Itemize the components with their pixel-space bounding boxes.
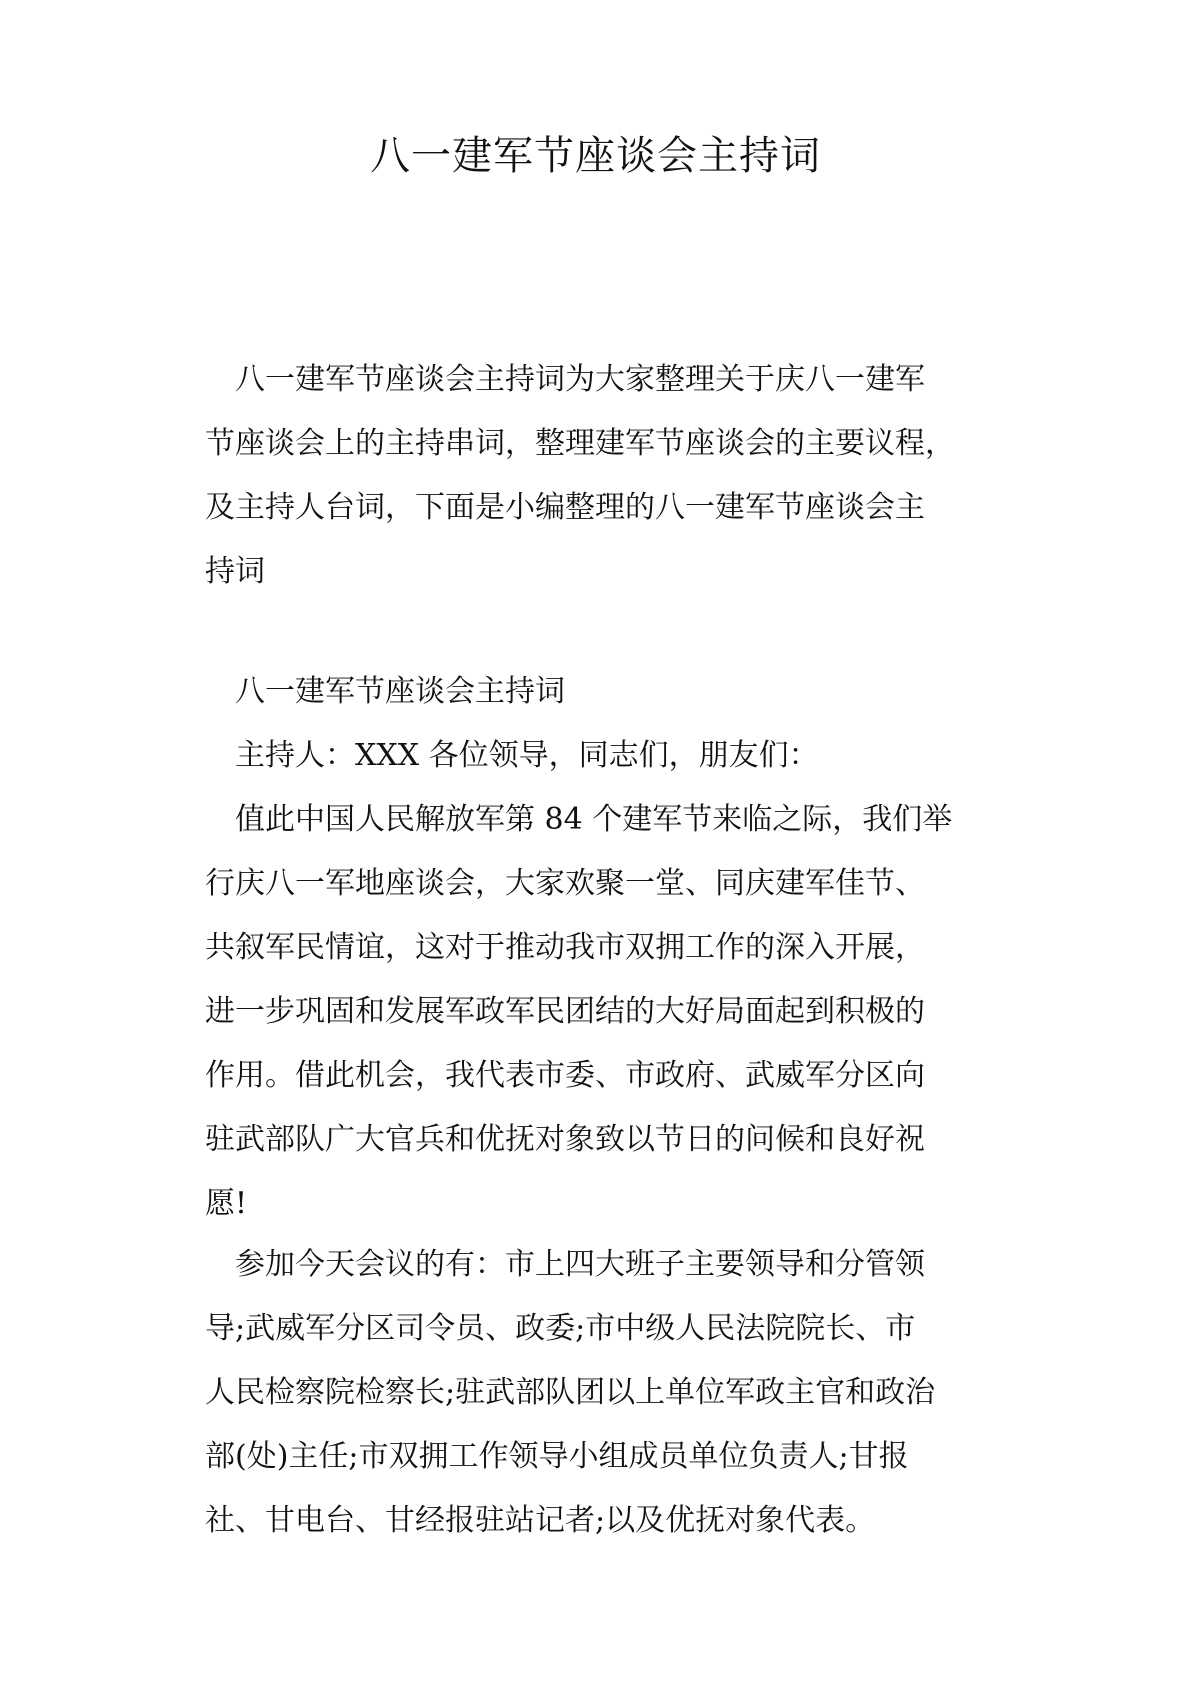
main-line: 驻武部队广大官兵和优抚对象致以节日的问候和良好祝 bbox=[205, 1122, 925, 1157]
main-line: 共叙军民情谊，这对于推动我市双拥工作的深入开展， bbox=[205, 930, 925, 965]
host-line: 主持人：XXX 各位领导，同志们，朋友们： bbox=[235, 738, 819, 773]
attendees-line: 部(处)主任;市双拥工作领导小组成员单位负责人;甘报 bbox=[205, 1439, 909, 1474]
main-line: 进一步巩固和发展军政军民团结的大好局面起到积极的 bbox=[205, 994, 925, 1029]
main-line: 行庆八一军地座谈会，大家欢聚一堂、同庆建军佳节、 bbox=[205, 866, 925, 901]
intro-line: 及主持人台词，下面是小编整理的八一建军节座谈会主 bbox=[205, 490, 925, 525]
main-paragraph bbox=[205, 788, 1005, 1236]
attendees-line: 导;武威军分区司令员、政委;市中级人民法院院长、市 bbox=[205, 1311, 916, 1346]
intro-paragraph bbox=[205, 348, 1005, 604]
main-line: 愿! bbox=[205, 1186, 248, 1221]
attendees-line: 人民检察院检察长;驻武部队团以上单位军政主官和政治 bbox=[205, 1375, 936, 1410]
intro-line: 八一建军节座谈会主持词为大家整理关于庆八一建军 bbox=[235, 362, 925, 397]
intro-line: 节座谈会上的主持串词，整理建军节座谈会的主要议程， bbox=[205, 426, 955, 461]
intro-line: 持词 bbox=[205, 554, 265, 589]
attendees-line: 社、甘电台、甘经报驻站记者;以及优抚对象代表。 bbox=[205, 1503, 876, 1538]
attendees-line: 参加今天会议的有：市上四大班子主要领导和分管领 bbox=[235, 1247, 925, 1282]
main-line: 作用。借此机会，我代表市委、市政府、武威军分区向 bbox=[205, 1058, 925, 1093]
document-title: 八一建军节座谈会主持词 bbox=[370, 133, 821, 179]
subtitle-paragraph bbox=[205, 660, 1005, 724]
section-subtitle: 八一建军节座谈会主持词 bbox=[235, 674, 565, 709]
host-paragraph bbox=[205, 724, 1005, 788]
main-line: 值此中国人民解放军第 84 个建军节来临之际，我们举 bbox=[235, 802, 953, 837]
attendees-paragraph bbox=[205, 1233, 1005, 1553]
